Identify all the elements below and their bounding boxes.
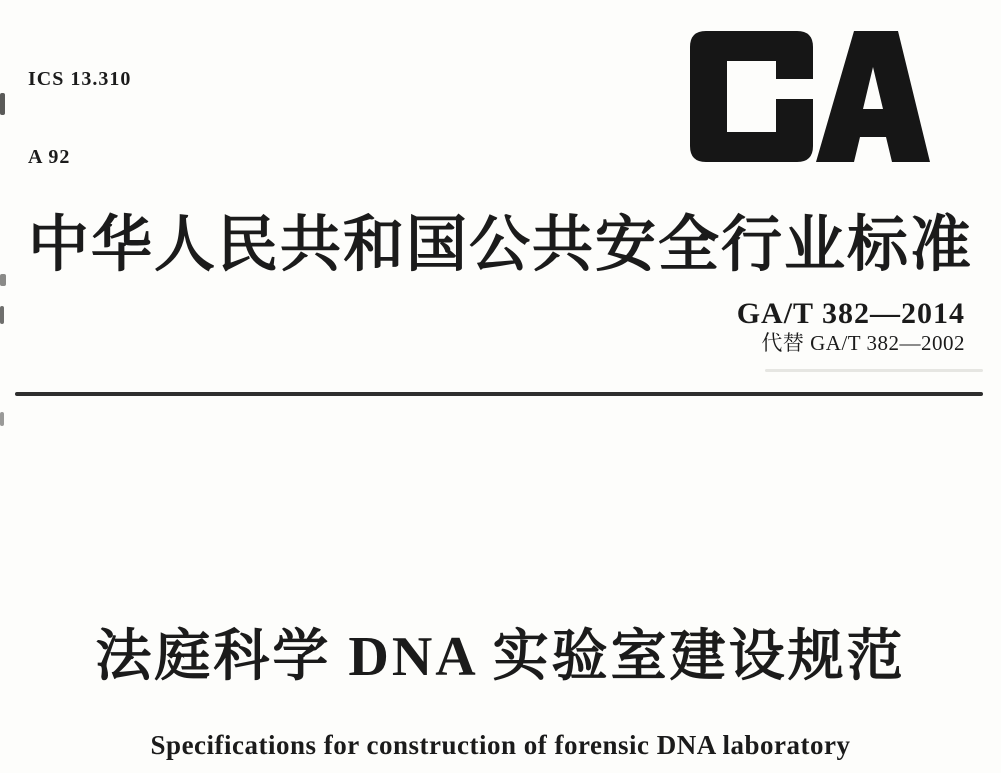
standard-name-heading: 中华人民共和国公共安全行业标准: [27, 210, 973, 278]
scan-artifact: [0, 274, 6, 286]
scan-artifact: [765, 369, 983, 372]
ics-classification: [28, 14, 131, 222]
scan-artifact: [0, 412, 4, 426]
document-title-chinese: 法庭科学 DNA 实验室建设规范: [95, 626, 906, 688]
ics-number: ICS 13.310: [28, 68, 132, 90]
ga-logo: [690, 31, 930, 162]
scan-artifact: [0, 306, 4, 324]
header-divider-rule: [15, 392, 983, 396]
scan-artifact: [0, 93, 5, 115]
supersedes-note: 代替 GA/T 382—2002: [761, 331, 965, 355]
ga-logo-icon: [690, 31, 930, 162]
document-title-english: Specifications for construction of forensic DNA laboratory: [150, 730, 851, 760]
standard-code: GA/T 382—2014: [736, 297, 965, 330]
ics-category-code: A 92: [28, 146, 71, 168]
standard-code-block: [737, 297, 965, 355]
